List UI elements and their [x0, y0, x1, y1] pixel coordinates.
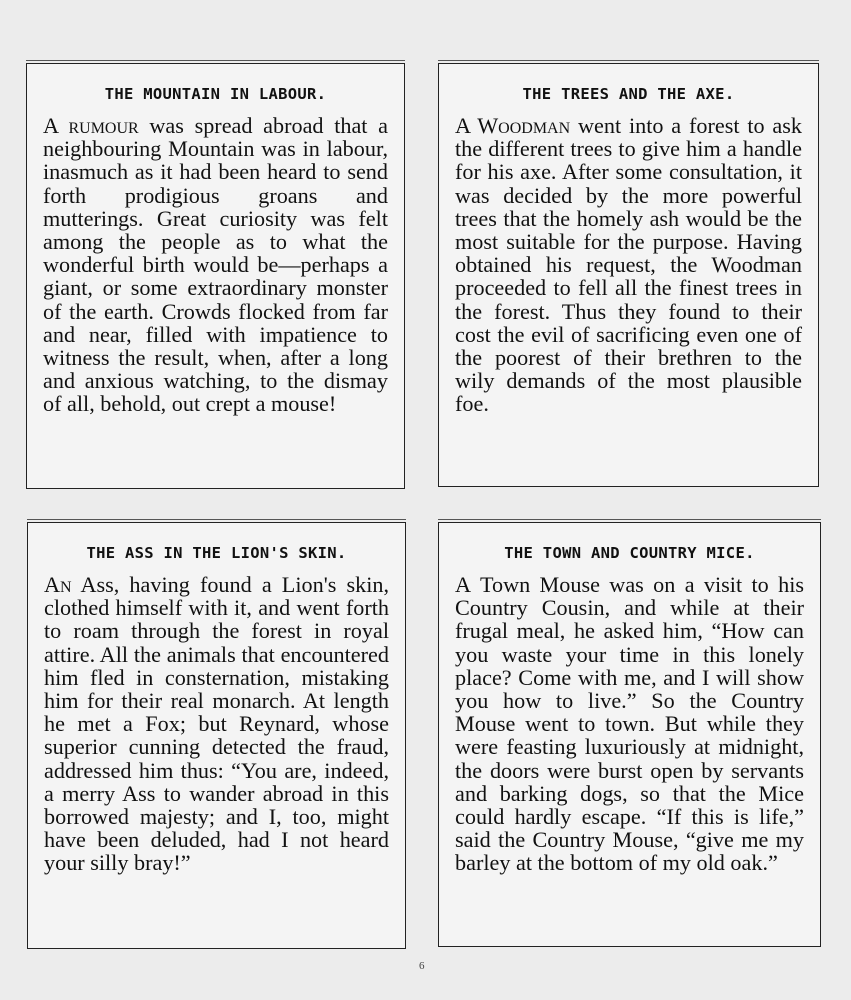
fable-title: THE ASS IN THE LION'S SKIN.: [86, 544, 347, 562]
fable-title: THE TOWN AND COUNTRY MICE.: [504, 544, 755, 562]
fable-body: went into a forest to ask the different trees to give him a handle for his axe. After some consultation, it was decided by the more powerful trees that the homely ash would be the most suitable for the purpose. Having obtained his request, the Woodman proceeded to fell all the finest trees in the forest. Thus they found to their cost the evil of sacrificing even one of the poorest of their brethren to the wily demands of the most plausible foe.: [455, 113, 802, 417]
page-number: 6: [419, 960, 425, 972]
fable-opening: An: [44, 572, 72, 597]
fable-title: THE TREES AND THE AXE.: [522, 85, 735, 103]
fable-title: THE MOUNTAIN IN LABOUR.: [104, 85, 327, 103]
fable-text: [455, 573, 804, 875]
fable-body: Ass, having found a Lion's skin, clothed himself with it, and went forth to roam through the forest in royal attire. All the animals that encountered him fled in consternation, mistaking him for their real monarch. At length he met a Fox; but Reynard, whose superior cunning detected the fraud, addressed him thus: “You are, indeed, a merry Ass to wander abroad in this borrowed majesty; and I, too, might have been deluded, had I not heard your silly bray!”: [44, 572, 389, 876]
fable-panel-ass-in-lions-skin: [27, 522, 406, 949]
fable-opening: A rumour: [43, 113, 139, 138]
fable-panel-mountain-in-labour: [26, 63, 405, 489]
fable-panel-trees-and-axe: [438, 63, 819, 487]
fable-body: was spread abroad that a neighbouring Mountain was in labour, inasmuch as it had been heard to send forth prodigious groans and mutterings. Great curiosity was felt among the people as to what the wonderful birth would be—perhaps a giant, or some extraordinary monster of the earth. Crowds flocked from far and near, filled with impatience to witness the result, when, after a long and anxious watching, to the dismay of all, behold, out crept a mouse!: [43, 113, 388, 417]
fable-body: Town Mouse was on a visit to his Country Cousin, and while at their frugal meal, he asked him, “How can you waste your time in this lonely place? Come with me, and I will show you how to live.” So the Country Mouse went to town. But while they were feasting luxuriously at midnight, the doors were burst open by servants and barking dogs, so that the Mice could hardly escape. “If this is life,” said the Country Mouse, “give me my barley at the bottom of my old oak.”: [455, 572, 804, 876]
fable-text: [455, 114, 802, 416]
fable-panel-town-and-country-mice: [438, 522, 821, 947]
fable-text: [43, 114, 388, 416]
fable-opening: A: [455, 572, 472, 597]
fable-text: [44, 573, 389, 875]
fable-opening: A Woodman: [455, 113, 571, 138]
